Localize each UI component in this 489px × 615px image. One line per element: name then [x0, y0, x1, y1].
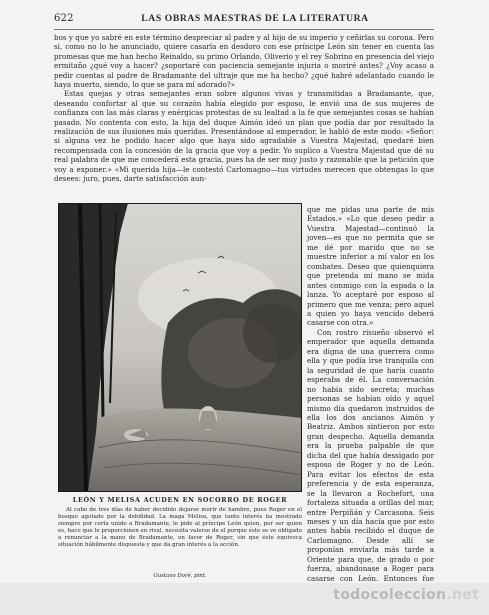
top-body-text [54, 33, 434, 184]
running-head [54, 13, 434, 27]
paragraph: bos y que yo sabré en este término despreciar al padre y al hijo de su imperio y ceñirlas su corona. Pero si, como no lo he anunciado, quiere casarla en desdoro con ese príncipe León sin tener en cuenta las promesas que me han hecho Reinaldo, su primo Orlando, Oliverio y el rey Sobrino en presencia del viejo ermitaño ¿qué voy a hacer? ¿soportaré con paciencia semejante injuria o moriré antes? ¿Voy acaso a pedir cuentas al padre de Bradamante del ultraje que me ha hecho? ¿qué habré adelantado cuando le haya muerto, siendo, lo que se para mí adorado?» [54, 33, 434, 90]
side-column-text [307, 205, 434, 593]
figure-credit: Gustavo Doré, pint. [153, 573, 207, 579]
page-number: 622 [54, 13, 74, 24]
figure-caption-title: LEÓN Y MELISA ACUDEN EN SOCORRO DE ROGER [72, 496, 288, 504]
running-title: LAS OBRAS MAESTRAS DE LA LITERATURA [141, 13, 369, 24]
paragraph: Con rostro risueño observó el emperador que aquella demanda era digna de una guerrera como ella y que podía irse tranquila con la seguridad de que haría cuanto esperaba de él. La conversación no había sido secreta; muchas personas se habían oído y aquel mismo día quedaron instruidos de ella los dos ancianos Aimón y Beatriz. Ambos sintieron por esto gran despecho. Aquella demanda era la prueba palpable de que dicha del que había dessigado por esposo de Roger y no de León. Para evitar los efectos de esta preferencia y de esta esperanza, se la llevaron a Rochefort, una fortaleza situada a orillas del mar, entre Perpiñán y Carcasona. Seis meses y un día hacía que por esto antes había recibido el duque de Carlomagno. Desde allí se proponían enviarla más tarde a Oriente para que, de grado o por fuerza, abandonase a Roger para casarse con León. Entonces fue [307, 327, 434, 583]
figure-caption-text: Al cabo de tres días de haber decidido dejarse morir de hambre, pues Roger en el bosque agotado por la debilidad. La maga Melisa, que tanto interés ha mostrado siempre por cerla unido a Bradamante, le pide al príncipe León quien, por ser quien es, hace que le proporcionen en rival, necesita valerse de el porque éste se ve obligado a renunciar a la mano de Bradamante, en favor de Roger, sin que éste equivoca situación hábilmente dispuesta y que da gran interés a la acción. [58, 507, 302, 548]
watermark-brand: todocoleccion [333, 587, 447, 603]
watermark-logo [333, 587, 479, 603]
engraving-illustration [58, 203, 302, 492]
forest-scene-engraving [58, 203, 302, 492]
watermark-suffix: .net [446, 587, 479, 603]
header-rule [54, 29, 434, 30]
paragraph: que me pidas una parte de mis Estados.» «Lo que deseo pedir a Vuestra Majestad—continuó la joven—es que no permita que se me dé por marido que no se muestre inferior a mí valor en los combates. Deseo que quienquiera que pretenda mi mano se mida antes conmigo con la espada o la lanza. Yo aceptaré por esposo al primero que me venza; pero aquel a quien yo haya vencido deberá casarse con otra.» [307, 205, 434, 328]
paragraph: Estas quejas y otras semejantes eran sobre algunos vivas y transmitidas a Bradamante, que, deseando confortar al que su corazón había elegido por esposo, le envió una de sus mujeres de confianza con las más claras y enérgicas protestas de su lealtad a la fe que semejantes cosas se habían pasado. No contenta con esto, la hija del duque Aimón ideó un plan que podía dar por resultado la realización de sus ilusiones más queridas. Presentándose al emperador, le habló de este modo: «Señor: si alguna vez he podido hacer algo que haya sido agradable a Vuestra Majestad, quedaré bien recompensada con la concesión de la gracia que voy a pedir. Yo suplico a Vuestra Majestad que dé su real palabra de que me concederá esta gracia, pues ha de ser muy justo y razonable que la petición que voy a exponer.» «Mi querida hija—le contestó Carlomagno—tus virtudes merecen que obtengas lo que desees: juro, pues, darte satisfacción aun- [54, 89, 434, 184]
